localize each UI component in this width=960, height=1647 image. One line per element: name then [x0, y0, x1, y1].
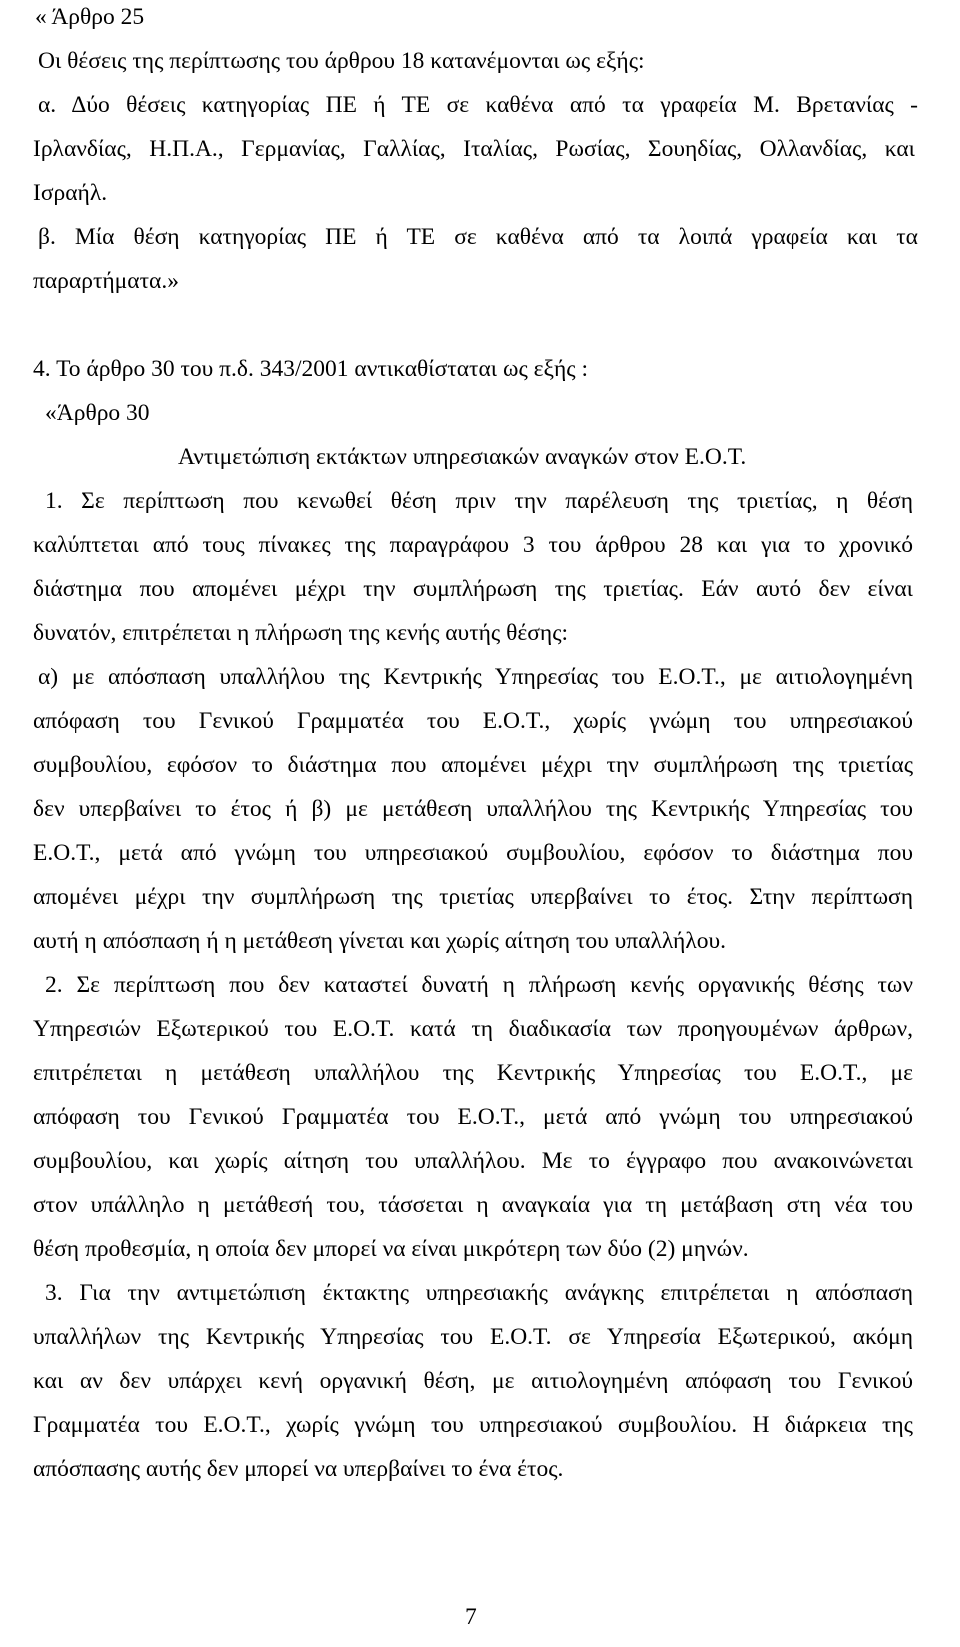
text-line: διάστημα που απομένει μέχρι την συμπλήρωση της τριετίας. Εάν αυτό δεν είναι [33, 576, 913, 602]
text-line: Ισραήλ. [33, 180, 108, 206]
text-line: επιτρέπεται η μετάθεση υπαλλήλου της Κεντρικής Υπηρεσίας του Ε.Ο.Τ., με [33, 1060, 913, 1086]
text-line: Ε.Ο.Τ., μετά από γνώμη του υπηρεσιακού συμβουλίου, εφόσον το διάστημα που [33, 840, 913, 866]
text-line: Υπηρεσιών Εξωτερικού του Ε.Ο.Τ. κατά τη διαδικασία των προηγουμένων άρθρων, [33, 1016, 913, 1042]
text-line: δεν υπερβαίνει το έτος ή β) με μετάθεση υπαλλήλου της Κεντρικής Υπηρεσίας του [33, 796, 913, 822]
text-line: απόσπασης αυτής δεν μπορεί να υπερβαίνει το ένα έτος. [33, 1456, 564, 1482]
text-line: συμβουλίου, εφόσον το διάστημα που απομένει μέχρι την συμπλήρωση της τριετίας [33, 752, 913, 778]
text-line: και αν δεν υπάρχει κενή οργανική θέση, με αιτιολογημένη απόφαση του Γενικού [33, 1368, 913, 1394]
text-line: α. Δύο θέσεις κατηγορίας ΠΕ ή ΤΕ σε καθένα από τα γραφεία Μ. Βρετανίας - [38, 92, 918, 118]
text-line: 1. Σε περίπτωση που κενωθεί θέση πριν την παρέλευση της τριετίας, η θέση [45, 488, 913, 514]
text-line: Γραμματέα του Ε.Ο.Τ., χωρίς γνώμη του υπηρεσιακού συμβουλίου. Η διάρκεια της [33, 1412, 913, 1438]
text-line: απόφαση του Γενικού Γραμματέα του Ε.Ο.Τ., χωρίς γνώμη του υπηρεσιακού [33, 708, 913, 734]
amendment-intro: 4. Το άρθρο 30 του π.δ. 343/2001 αντικαθίσταται ως εξής : [33, 356, 588, 382]
text-line: δυνατόν, επιτρέπεται η πλήρωση της κενής αυτής θέσης: [33, 620, 569, 646]
text-line: 2. Σε περίπτωση που δεν καταστεί δυνατή η πλήρωση κενής οργανικής θέσης των [45, 972, 913, 998]
article-25-heading: « Άρθρο 25 [35, 4, 145, 30]
text-line: αυτή η απόσπαση ή η μετάθεση γίνεται και χωρίς αίτηση του υπαλλήλου. [33, 928, 726, 954]
text-line: 3. Για την αντιμετώπιση έκτακτης υπηρεσιακής ανάγκης επιτρέπεται η απόσπαση [45, 1280, 913, 1306]
text-line: β. Μία θέση κατηγορίας ΠΕ ή ΤΕ σε καθένα από τα λοιπά γραφεία και τα [38, 224, 918, 250]
text-line: θέση προθεσμία, η οποία δεν μπορεί να είναι μικρότερη των δύο (2) μηνών. [33, 1236, 749, 1262]
text-line: απόφαση του Γενικού Γραμματέα του Ε.Ο.Τ., μετά από γνώμη του υπηρεσιακού [33, 1104, 913, 1130]
text-line: Οι θέσεις της περίπτωσης του άρθρου 18 κατανέμονται ως εξής: [38, 48, 645, 74]
text-line: καλύπτεται από τους πίνακες της παραγράφου 3 του άρθρου 28 και για το χρονικό [33, 532, 913, 558]
page-number: 7 [465, 1604, 477, 1630]
article-30-heading: «Άρθρο 30 [45, 400, 150, 426]
text-line: συμβουλίου, και χωρίς αίτηση του υπαλλήλου. Με το έγγραφο που ανακοινώνεται [33, 1148, 913, 1174]
text-line: παραρτήματα.» [33, 268, 179, 294]
text-line: στον υπάλληλο η μετάθεσή του, τάσσεται η αναγκαία για τη μετάβαση στη νέα του [33, 1192, 913, 1218]
text-line: α) με απόσπαση υπαλλήλου της Κεντρικής Υπηρεσίας του Ε.Ο.Τ., με αιτιολογημένη [38, 664, 913, 690]
text-line: Ιρλανδίας, Η.Π.Α., Γερμανίας, Γαλλίας, Ιταλίας, Ρωσίας, Σουηδίας, Ολλανδίας, και [33, 136, 915, 162]
text-line: υπαλλήλων της Κεντρικής Υπηρεσίας του Ε.Ο.Τ. σε Υπηρεσία Εξωτερικού, ακόμη [33, 1324, 913, 1350]
text-line: απομένει μέχρι την συμπλήρωση της τριετίας υπερβαίνει το έτος. Στην περίπτωση [33, 884, 913, 910]
article-30-title: Αντιμετώπιση εκτάκτων υπηρεσιακών αναγκών στον Ε.Ο.Τ. [178, 444, 747, 470]
